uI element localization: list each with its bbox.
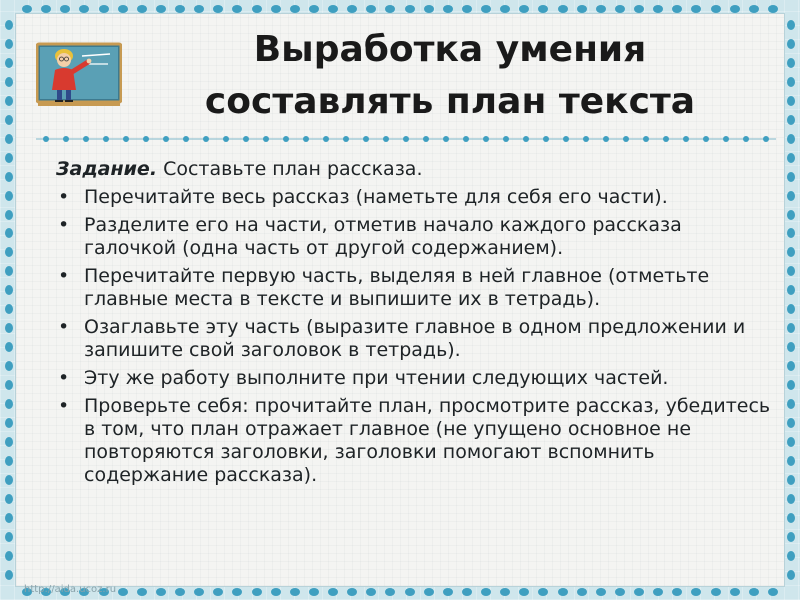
bullet-icon: • <box>58 214 70 236</box>
task-text: Составьте план рассказа. <box>157 158 423 180</box>
list-item <box>56 186 776 209</box>
list-item-text: Озаглавьте эту часть (выразите главное в одном предложении и запишите свой заголовок в тетрадь). <box>84 316 746 361</box>
right-bead-border <box>786 14 796 586</box>
list-item <box>56 367 776 390</box>
bottom-bead-border <box>16 587 784 597</box>
task-line <box>56 158 776 181</box>
left-bead-border <box>4 14 14 586</box>
list-item-text: Перечитайте весь рассказ (наметьте для себя его части). <box>84 186 668 208</box>
list-item <box>56 214 776 260</box>
list-item-text: Перечитайте первую часть, выделяя в ней главное (отметьте главные места в тексте и выпишите их в тетрадь). <box>84 265 710 310</box>
list-item-text: Проверьте себя: прочитайте план, просмотрите рассказ, убедитесь в том, что план отражает главное (не упущено основное не повторяются заголовки, заголовки помогают вспомнить содержание рассказа). <box>84 395 771 486</box>
top-bead-border <box>16 4 784 14</box>
bullet-icon: • <box>58 186 70 208</box>
title-line-1: Выработка умения <box>253 29 647 70</box>
instruction-list <box>56 186 776 487</box>
teacher-at-blackboard-icon <box>36 38 122 108</box>
list-item-text: Разделите его на части, отметив начало каждого рассказа галочкой (одна часть от другой содержанием). <box>84 214 682 259</box>
bullet-icon: • <box>58 395 70 417</box>
bullet-icon: • <box>58 265 70 287</box>
title-divider <box>36 135 776 143</box>
task-label: Задание. <box>56 158 158 180</box>
slide-title <box>140 24 760 128</box>
list-item <box>56 265 776 311</box>
watermark: http://aida.ucoz.ru <box>24 584 117 595</box>
title-line-2: составлять план текста <box>204 81 696 122</box>
slide-content <box>56 158 776 487</box>
bullet-icon: • <box>58 316 70 338</box>
bullet-icon: • <box>58 367 70 389</box>
list-item <box>56 316 776 362</box>
list-item-text: Эту же работу выполните при чтении следующих частей. <box>84 367 669 389</box>
list-item <box>56 395 776 487</box>
